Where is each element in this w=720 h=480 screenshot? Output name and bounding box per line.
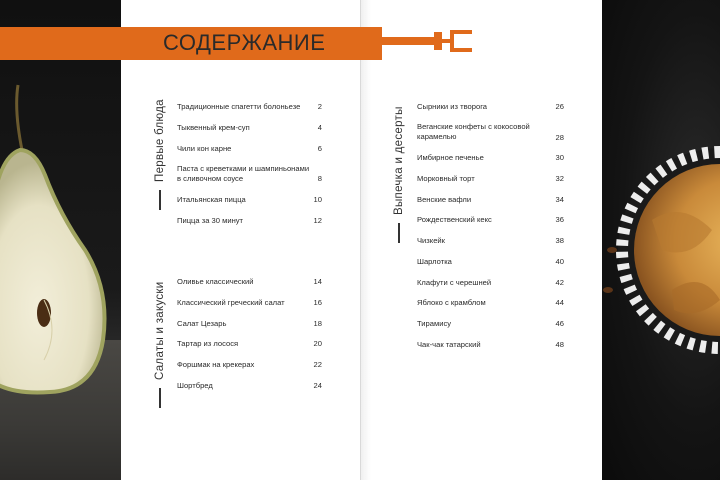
toc-page-number: 4: [317, 123, 322, 132]
toc-entry[interactable]: Классический греческий салат: [177, 298, 285, 307]
toc-entry[interactable]: Итальянская пицца: [177, 195, 246, 204]
toc-entry[interactable]: Тартар из лосося: [177, 339, 239, 348]
toc-entry[interactable]: Салат Цезарь: [177, 319, 227, 328]
page-title: СОДЕРЖАНИЕ: [163, 30, 326, 55]
toc-page-number: 2: [317, 102, 322, 111]
toc-entry[interactable]: Морковный торт: [417, 174, 475, 183]
toc-page-number: 10: [313, 195, 322, 204]
toc-entry[interactable]: Тирамису: [417, 319, 452, 328]
pear-illustration: [0, 0, 121, 480]
toc-page-number: 32: [555, 174, 564, 183]
toc-entry[interactable]: Клафути с черешней: [417, 278, 492, 287]
toc-page-number: 48: [555, 340, 564, 349]
section-title: Первые блюда: [154, 99, 166, 182]
toc-page-number: 22: [313, 360, 322, 369]
toc-entry[interactable]: Яблоко с крамблом: [417, 298, 486, 307]
toc-page-number: 42: [555, 278, 564, 287]
toc-page-number: 24: [313, 381, 322, 390]
section-title: Выпечка и десерты: [393, 106, 405, 215]
section-label-first-courses: [154, 99, 166, 210]
toc-page-number: 26: [555, 102, 564, 111]
title-band: [0, 27, 382, 60]
toc-entry[interactable]: Чили кон карне: [177, 144, 232, 153]
section-rule: [159, 388, 161, 408]
toc-entry[interactable]: Пицца за 30 минут: [177, 216, 244, 225]
toc-entry[interactable]: Традиционные спагетти болоньезе: [177, 102, 301, 111]
toc-page-number: 46: [555, 319, 564, 328]
pie-photo: [602, 0, 720, 480]
toc-entry[interactable]: Веганские конфеты с кокосовой карамелью: [417, 122, 530, 141]
fork-icon: [378, 24, 474, 58]
toc-entry[interactable]: Имбирное печенье: [417, 153, 484, 162]
toc-page-number: 12: [313, 216, 322, 225]
toc-page-number: 30: [555, 153, 564, 162]
toc-entry[interactable]: Оливье классический: [177, 277, 254, 286]
toc-entry[interactable]: Чак-чак татарский: [417, 340, 481, 349]
toc-entry[interactable]: Рождественский кекс: [417, 215, 492, 224]
toc-page-number: 36: [555, 215, 564, 224]
toc-entry[interactable]: Сырники из творога: [417, 102, 488, 111]
toc-page-number: 14: [313, 277, 322, 286]
toc-entry[interactable]: Шортбред: [177, 381, 213, 390]
toc-page-number: 8: [317, 174, 322, 183]
toc-entry[interactable]: Венские вафли: [417, 195, 472, 204]
section-label-salads: [154, 282, 166, 408]
pie-illustration: [602, 0, 720, 480]
toc-page-number: 16: [313, 298, 322, 307]
page-seam-shadow: [361, 0, 371, 480]
section-rule: [398, 223, 400, 243]
section-label-desserts: [393, 106, 405, 243]
toc-entry[interactable]: Чизкейк: [417, 236, 445, 245]
toc-page-number: 6: [317, 144, 322, 153]
toc-entry[interactable]: Шарлотка: [417, 257, 452, 266]
section-rule: [159, 190, 161, 210]
toc-page-number: 18: [313, 319, 322, 328]
toc-page-number: 44: [555, 298, 564, 307]
toc-page-number: 20: [313, 339, 322, 348]
toc-entry[interactable]: Паста с креветками и шампиньонами в сливочном соусе: [177, 164, 310, 183]
pear-photo: [0, 0, 121, 480]
toc-entry[interactable]: Форшмак на крекерах: [177, 360, 255, 369]
toc-page-number: 40: [555, 257, 564, 266]
toc-page-number: 34: [555, 195, 564, 204]
section-title: Салаты и закуски: [154, 281, 166, 380]
toc-page-number: 28: [555, 133, 564, 142]
toc-page-number: 38: [555, 236, 564, 245]
toc-entry[interactable]: Тыквенный крем-суп: [177, 123, 250, 132]
